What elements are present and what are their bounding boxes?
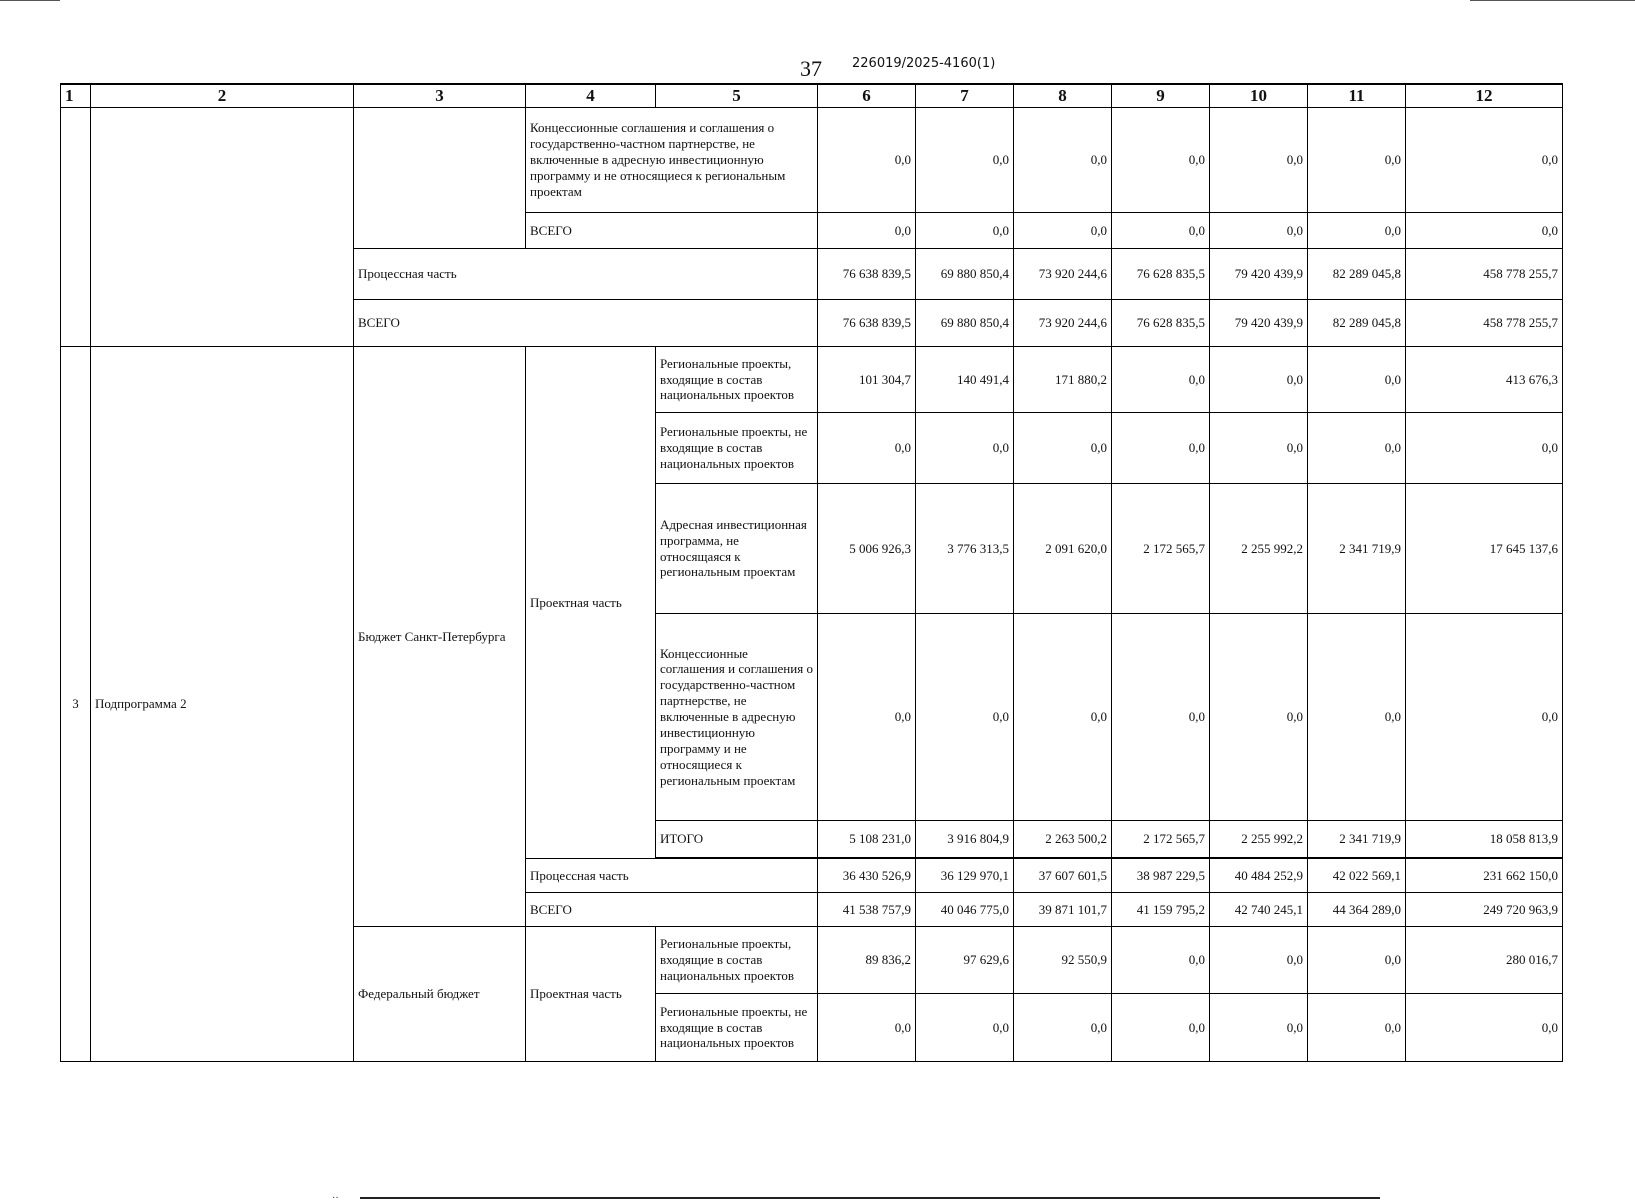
col-header-8: 8	[1014, 84, 1112, 108]
value-cell: 97 629,6	[916, 927, 1014, 994]
value-cell: 82 289 045,8	[1308, 249, 1406, 300]
value-cell: 73 920 244,6	[1014, 249, 1112, 300]
value-cell: 0,0	[1210, 927, 1308, 994]
top-edge-line-left	[0, 0, 60, 1]
value-cell: 41 538 757,9	[818, 893, 916, 927]
value-cell: 0,0	[1406, 994, 1563, 1062]
value-cell: 42 740 245,1	[1210, 893, 1308, 927]
value-cell: 3 776 313,5	[916, 484, 1014, 614]
row-label: Региональные проекты, входящие в состав национальных проектов	[656, 927, 818, 994]
col-header-1: 1	[61, 84, 91, 108]
value-cell: 0,0	[916, 413, 1014, 484]
value-cell: 36 129 970,1	[916, 859, 1014, 893]
value-cell: 18 058 813,9	[1406, 821, 1563, 858]
value-cell: 0,0	[1308, 213, 1406, 249]
value-cell: 0,0	[1112, 413, 1210, 484]
col-header-11: 11	[1308, 84, 1406, 108]
value-cell: 0,0	[818, 108, 916, 213]
value-cell: 82 289 045,8	[1308, 300, 1406, 347]
vsego-label: ВСЕГО	[526, 213, 818, 249]
page-number: 37	[800, 56, 822, 81]
itogo-label: ИТОГО	[656, 821, 818, 858]
col-header-10: 10	[1210, 84, 1308, 108]
value-cell: 40 484 252,9	[1210, 859, 1308, 893]
value-cell: 38 987 229,5	[1112, 859, 1210, 893]
value-cell: 0,0	[1112, 213, 1210, 249]
value-cell: 37 607 601,5	[1014, 859, 1112, 893]
value-cell: 280 016,7	[1406, 927, 1563, 994]
value-cell: 0,0	[818, 413, 916, 484]
value-cell: 0,0	[1014, 614, 1112, 821]
value-cell: 0,0	[1014, 994, 1112, 1062]
value-cell: 0,0	[1308, 413, 1406, 484]
row-label: Адресная инвестиционная программа, не относящаяся к региональным проектам	[656, 484, 818, 614]
value-cell: 0,0	[1406, 614, 1563, 821]
value-cell: 41 159 795,2	[1112, 893, 1210, 927]
value-cell: 0,0	[1210, 413, 1308, 484]
value-cell: 36 430 526,9	[818, 859, 916, 893]
value-cell: 2 255 992,2	[1210, 484, 1308, 614]
value-cell: 0,0	[1406, 213, 1563, 249]
col-header-4: 4	[526, 84, 656, 108]
value-cell: 17 645 137,6	[1406, 484, 1563, 614]
value-cell: 5 108 231,0	[818, 821, 916, 858]
value-cell: 0,0	[1210, 108, 1308, 213]
value-cell: 0,0	[1308, 108, 1406, 213]
value-cell: 413 676,3	[1406, 347, 1563, 413]
value-cell: 0,0	[916, 108, 1014, 213]
row-label: Концессионные соглашения и соглашения о государственно-частном партнерстве, не включенные в адресную инвестиционную программу и не относящиеся к региональным проектам	[656, 614, 818, 821]
value-cell: 0,0	[1406, 108, 1563, 213]
value-cell: 44 364 289,0	[1308, 893, 1406, 927]
value-cell: 89 836,2	[818, 927, 916, 994]
value-cell: 0,0	[1112, 614, 1210, 821]
value-cell: 101 304,7	[818, 347, 916, 413]
value-cell: 0,0	[916, 994, 1014, 1062]
funding-source-spb: Бюджет Санкт-Петербурга	[354, 347, 526, 927]
empty-cell	[354, 108, 526, 249]
value-cell: 76 638 839,5	[818, 300, 916, 347]
value-cell: 2 091 620,0	[1014, 484, 1112, 614]
project-part-label: Проектная часть	[526, 347, 656, 859]
value-cell: 0,0	[1210, 994, 1308, 1062]
concession-label: Концессионные соглашения и соглашения о государственно-частном партнерстве, не включенные в адресную инвестиционную программу и не относящиеся к региональным проектам	[526, 108, 818, 213]
value-cell: 0,0	[1210, 213, 1308, 249]
value-cell: 42 022 569,1	[1308, 859, 1406, 893]
value-cell: 76 628 835,5	[1112, 300, 1210, 347]
value-cell: 0,0	[1210, 347, 1308, 413]
value-cell: 3 916 804,9	[916, 821, 1014, 858]
value-cell: 2 341 719,9	[1308, 484, 1406, 614]
table-row	[61, 108, 1563, 213]
value-cell: 40 046 775,0	[916, 893, 1014, 927]
value-cell: 0,0	[1210, 614, 1308, 821]
value-cell: 249 720 963,9	[1406, 893, 1563, 927]
project-part-label: Проектная часть	[526, 927, 656, 1062]
value-cell: 458 778 255,7	[1406, 300, 1563, 347]
value-cell: 0,0	[818, 994, 916, 1062]
top-edge-line-right	[1470, 0, 1635, 1]
table-row	[61, 347, 1563, 413]
value-cell: 0,0	[1014, 213, 1112, 249]
col-header-3: 3	[354, 84, 526, 108]
total-label: ВСЕГО	[354, 300, 818, 347]
row-number: 3	[61, 347, 91, 1062]
value-cell: 0,0	[1406, 413, 1563, 484]
value-cell: 2 263 500,2	[1014, 821, 1112, 858]
scan-mark: ··	[332, 1193, 339, 1204]
vsego-label: ВСЕГО	[526, 893, 818, 927]
empty-cell	[91, 108, 354, 347]
value-cell: 69 880 850,4	[916, 300, 1014, 347]
col-header-2: 2	[91, 84, 354, 108]
value-cell: 0,0	[1112, 347, 1210, 413]
value-cell: 2 341 719,9	[1308, 821, 1406, 858]
value-cell: 0,0	[1308, 994, 1406, 1062]
column-number-row	[61, 84, 1563, 108]
empty-cell	[61, 108, 91, 347]
value-cell: 140 491,4	[916, 347, 1014, 413]
value-cell: 0,0	[916, 614, 1014, 821]
value-cell: 231 662 150,0	[1406, 859, 1563, 893]
row-label: Региональные проекты, входящие в состав национальных проектов	[656, 347, 818, 413]
value-cell: 2 255 992,2	[1210, 821, 1308, 858]
subprogram-name: Подпрограмма 2	[91, 347, 354, 1062]
col-header-7: 7	[916, 84, 1014, 108]
value-cell: 0,0	[1308, 927, 1406, 994]
value-cell: 0,0	[916, 213, 1014, 249]
value-cell: 0,0	[1112, 108, 1210, 213]
document-id: 226019/2025-4160(1)	[852, 56, 996, 71]
value-cell: 76 628 835,5	[1112, 249, 1210, 300]
value-cell: 2 172 565,7	[1112, 484, 1210, 614]
col-header-12: 12	[1406, 84, 1563, 108]
row-label: Региональные проекты, не входящие в состав национальных проектов	[656, 994, 818, 1062]
value-cell: 92 550,9	[1014, 927, 1112, 994]
value-cell: 0,0	[1308, 347, 1406, 413]
col-header-9: 9	[1112, 84, 1210, 108]
value-cell: 73 920 244,6	[1014, 300, 1112, 347]
value-cell: 69 880 850,4	[916, 249, 1014, 300]
value-cell: 5 006 926,3	[818, 484, 916, 614]
row-label: Региональные проекты, не входящие в состав национальных проектов	[656, 413, 818, 484]
value-cell: 79 420 439,9	[1210, 249, 1308, 300]
bottom-rule	[360, 1197, 1380, 1199]
value-cell: 79 420 439,9	[1210, 300, 1308, 347]
process-part-label: Процессная часть	[354, 249, 818, 300]
funding-source-federal: Федеральный бюджет	[354, 927, 526, 1062]
value-cell: 0,0	[818, 213, 916, 249]
col-header-5: 5	[656, 84, 818, 108]
value-cell: 76 638 839,5	[818, 249, 916, 300]
value-cell: 2 172 565,7	[1112, 821, 1210, 858]
value-cell: 39 871 101,7	[1014, 893, 1112, 927]
value-cell: 0,0	[1112, 994, 1210, 1062]
value-cell: 0,0	[1014, 108, 1112, 213]
value-cell: 458 778 255,7	[1406, 249, 1563, 300]
budget-table	[60, 83, 1563, 1062]
process-part-label: Процессная часть	[526, 859, 818, 893]
value-cell: 0,0	[1308, 614, 1406, 821]
value-cell: 0,0	[1014, 413, 1112, 484]
value-cell: 171 880,2	[1014, 347, 1112, 413]
col-header-6: 6	[818, 84, 916, 108]
value-cell: 0,0	[1112, 927, 1210, 994]
value-cell: 0,0	[818, 614, 916, 821]
